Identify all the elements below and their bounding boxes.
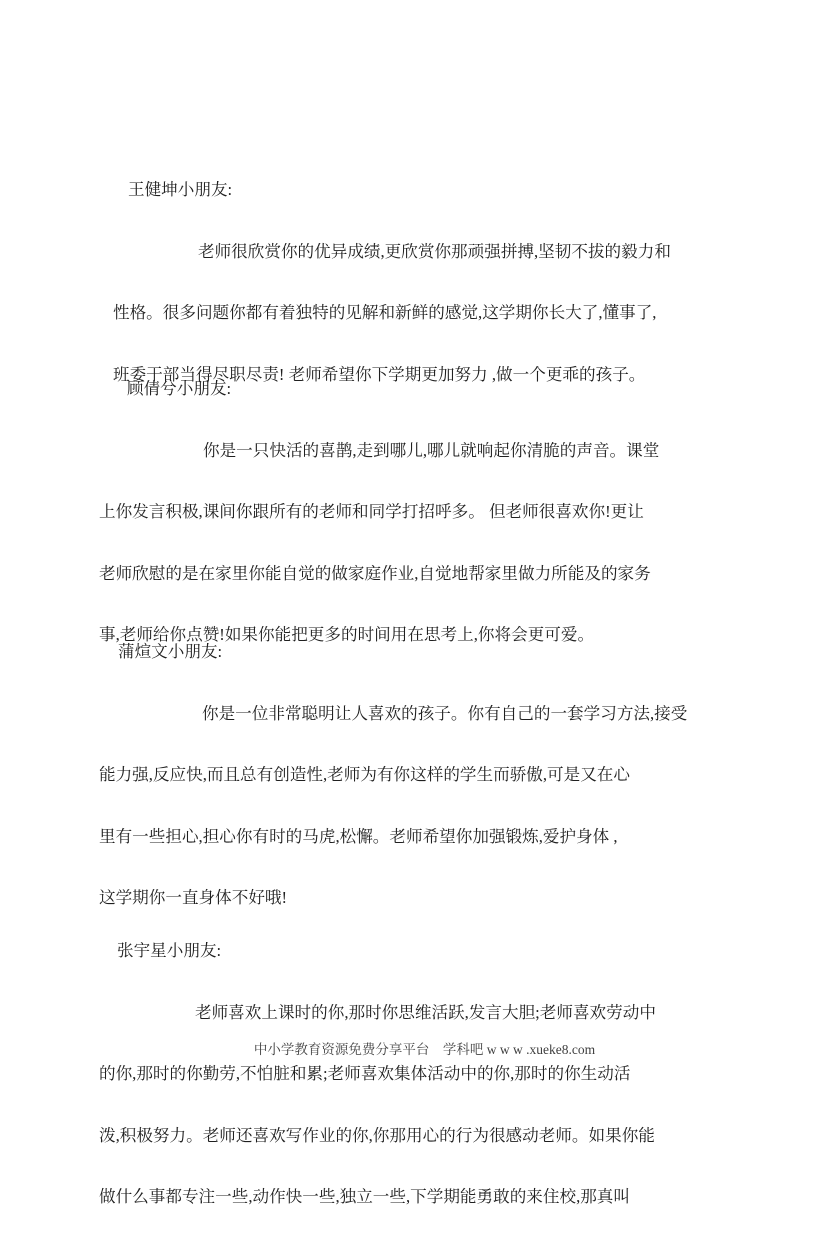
comment-line: 老师喜欢上课时的你,那时你思维活跃,发言大胆;老师喜欢劳动中 <box>195 1002 656 1022</box>
comment-line: 班委干部当得尽职尽责! 老师希望你下学期更加努力 ,做一个更乖的孩子。 <box>113 364 646 384</box>
comment-line: 的你,那时的你勤劳,不怕脏和累;老师喜欢集体活动中的你,那时的你生动活 <box>99 1064 631 1083</box>
student-name-heading: 王健坤小朋友: <box>128 180 233 199</box>
comment-line: 老师很欣赏你的优异成绩,更欣赏你那顽强拼搏,坚韧不拔的毅力和 <box>198 241 671 261</box>
comment-line: 事,老师给你点赞!如果你能把更多的时间用在思考上,你将会更可爱。 <box>99 625 595 644</box>
comment-section-zhangyuxing <box>99 900 656 1249</box>
student-name-heading: 张宇星小朋友: <box>117 941 222 960</box>
student-name-heading: 顾倩兮小朋友: <box>127 379 232 398</box>
comment-line: 能力强,反应快,而且总有创造性,老师为有你这样的学生而骄傲,可是又在心 <box>99 765 630 784</box>
student-name-heading: 蒲煊文小朋友: <box>118 642 223 661</box>
comment-line: 做什么事都专注一些,动作快一些,独立一些,下学期能勇敢的来住校,那真叫 <box>99 1187 630 1206</box>
comment-line: 上你发言积极,课间你跟所有的老师和同学打招呼多。 但老师很喜欢你!更让 <box>99 502 644 521</box>
comment-line: 性格。很多问题你都有着独特的见解和新鲜的感觉,这学期你长大了,懂事了, <box>113 303 657 322</box>
comment-line: 老师欣慰的是在家里你能自觉的做家庭作业,自觉地帮家里做力所能及的家务 <box>99 563 651 583</box>
site-watermark-footer: 中小学教育资源免费分享平台 学科吧 w w w .xueke8.com <box>253 1042 596 1057</box>
comment-line: 里有一些担心,担心你有时的马虎,松懈。老师希望你加强锻炼,爱护身体 , <box>99 826 618 846</box>
comment-line: 泼,积极努力。老师还喜欢写作业的你,你那用心的行为很感动老师。如果你能 <box>99 1125 655 1145</box>
comment-line: 你是一位非常聪明让人喜欢的孩子。你有自己的一套学习方法,接受 <box>202 703 688 723</box>
comment-section-puxuanwen <box>99 601 687 950</box>
comment-line: 这学期你一直身体不好哦! <box>99 888 288 907</box>
comment-line: 你是一只快活的喜鹊,走到哪儿,哪儿就响起你清脆的声音。课堂 <box>203 440 660 460</box>
